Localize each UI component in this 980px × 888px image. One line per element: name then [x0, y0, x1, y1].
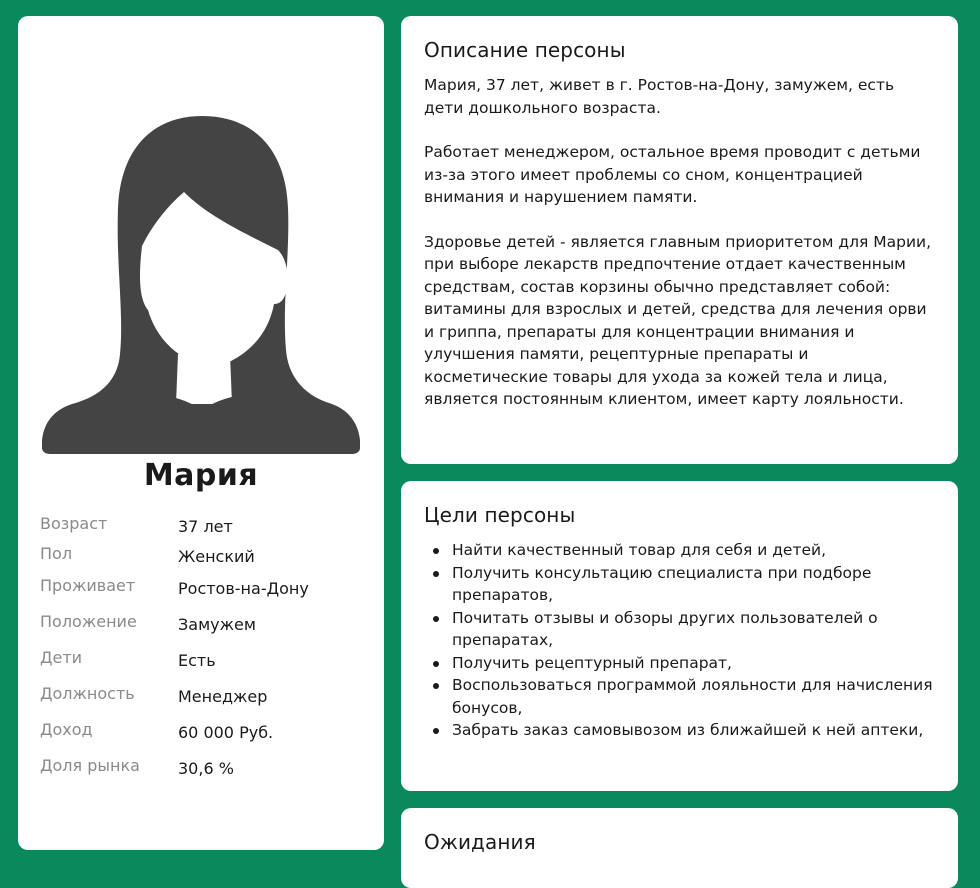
attr-row-city [40, 576, 370, 602]
description-paragraph: Работает менеджером, остальное время проводит с детьми из-за этого имеет проблемы со сном, концентрацией внимания и нарушением памяти. [424, 143, 921, 206]
attr-label: Проживает [40, 576, 136, 595]
persona-name: Мария [143, 458, 259, 493]
persona-expectations-card [401, 808, 958, 888]
attr-row-children [40, 648, 370, 674]
goals-title: Цели персоны [424, 503, 576, 527]
attr-row-market-share [40, 756, 370, 782]
attr-label: Положение [40, 612, 137, 631]
attr-row-income [40, 720, 370, 746]
attr-value: Женский [178, 547, 255, 566]
goal-item: Найти качественный товар для себя и детей, [424, 539, 936, 562]
attr-label: Доход [40, 720, 93, 739]
attr-row-marital [40, 612, 370, 638]
attr-value: Менеджер [178, 687, 268, 706]
attr-value: Замужем [178, 615, 256, 634]
persona-profile-card [18, 16, 384, 850]
persona-goals-card [401, 481, 958, 791]
attr-row-gender [40, 544, 370, 570]
attr-value: 30,6 % [178, 759, 234, 778]
goal-item: Почитать отзывы и обзоры других пользователей о препаратах, [424, 607, 936, 652]
goal-item: Получить рецептурный препарат, [424, 652, 936, 675]
female-avatar-icon [42, 104, 360, 454]
goal-item: Забрать заказ самовывозом из ближайшей к ней аптеки, [424, 719, 936, 742]
attr-label: Доля рынка [40, 756, 140, 775]
attr-label: Возраст [40, 514, 108, 533]
attr-label: Должность [40, 684, 135, 703]
attr-value: 37 лет [178, 517, 233, 536]
attr-label: Дети [40, 648, 83, 667]
goal-item: Воспользоваться программой лояльности для начисления бонусов, [424, 674, 936, 719]
attr-row-age [40, 514, 370, 540]
attr-value: Есть [178, 651, 216, 670]
attr-value: 60 000 Руб. [178, 723, 274, 742]
expectations-title: Ожидания [424, 830, 536, 854]
persona-description-card [401, 16, 958, 464]
attr-label: Пол [40, 544, 73, 563]
attr-row-position [40, 684, 370, 710]
goal-item: Получить консультацию специалиста при подборе препаратов, [424, 562, 936, 607]
description-paragraph: Здоровье детей - является главным приоритетом для Марии, при выборе лекарств предпочтение отдает качественным средствам, состав корзины обычно представляет собой: витамины для взрослых и детей, средства для лечения орви и гриппа, препараты для концентрации внимания и улучшения памяти, рецептурные препараты и косметические товары для ухода за кожей тела и лица, является постоянным клиентом, имеет карту лояльности. [424, 232, 932, 408]
attr-value: Ростов-на-Дону [178, 579, 309, 598]
description-paragraph: Мария, 37 лет, живет в г. Ростов-на-Дону, замужем, есть дети дошкольного возраста. [424, 76, 895, 117]
goals-list [424, 539, 936, 742]
description-title: Описание персоны [424, 38, 626, 62]
